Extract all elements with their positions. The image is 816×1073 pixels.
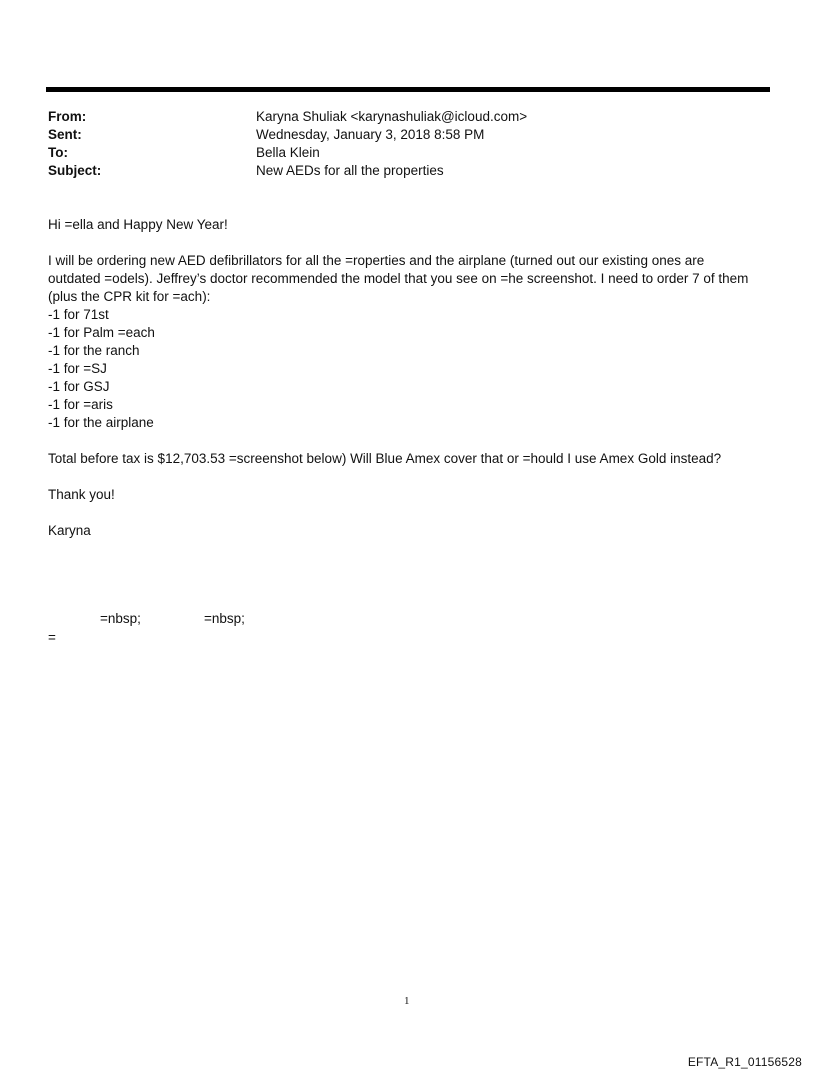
- signature: Karyna: [48, 523, 91, 538]
- to-value: Bella Klein: [256, 145, 320, 160]
- sent-label: Sent:: [48, 127, 82, 142]
- trailing-equals: =: [48, 630, 56, 645]
- subject-label: Subject:: [48, 163, 102, 178]
- from-value: Karyna Shuliak <karynashuliak@icloud.com>: [256, 109, 528, 124]
- list-item: -1 for the airplane: [48, 415, 154, 430]
- subject-value: New AEDs for all the properties: [256, 163, 444, 178]
- list-item: -1 for Palm =each: [48, 325, 155, 340]
- thanks-line: Thank you!: [48, 487, 115, 502]
- email-header: [48, 108, 748, 180]
- intro-line: outdated =odels). Jeffrey’s doctor recommended the model that you see on =he screenshot. I need to order 7 of them: [48, 271, 749, 286]
- to-label: To:: [48, 145, 68, 160]
- intro-line: I will be ordering new AED defibrillators for all the =roperties and the airplane (turned out our existing ones are: [48, 253, 705, 268]
- nbsp-text: =nbsp;: [204, 611, 245, 626]
- from-label: From:: [48, 109, 87, 124]
- list-item: -1 for =SJ: [48, 361, 107, 376]
- greeting: Hi =ella and Happy New Year!: [48, 217, 228, 232]
- sent-row: [48, 126, 748, 144]
- header-divider: [46, 87, 770, 92]
- nbsp-text: =nbsp;: [100, 611, 141, 626]
- total-line: Total before tax is $12,703.53 =screenshot below) Will Blue Amex cover that or =hould I use Amex Gold instead?: [48, 451, 722, 466]
- intro-line: (plus the CPR kit for =ach):: [48, 289, 211, 304]
- email-body: [48, 216, 768, 558]
- to-row: [48, 144, 748, 162]
- intro-paragraph: [48, 252, 768, 432]
- document-id: EFTA_R1_01156528: [687, 1055, 802, 1069]
- from-row: [48, 108, 748, 126]
- list-item: -1 for =aris: [48, 397, 113, 412]
- list-item: -1 for 71st: [48, 307, 109, 322]
- sent-value: Wednesday, January 3, 2018 8:58 PM: [256, 127, 485, 142]
- list-item: -1 for GSJ: [48, 379, 110, 394]
- subject-row: [48, 162, 748, 180]
- page-number: 1: [404, 995, 410, 1007]
- list-item: -1 for the ranch: [48, 343, 140, 358]
